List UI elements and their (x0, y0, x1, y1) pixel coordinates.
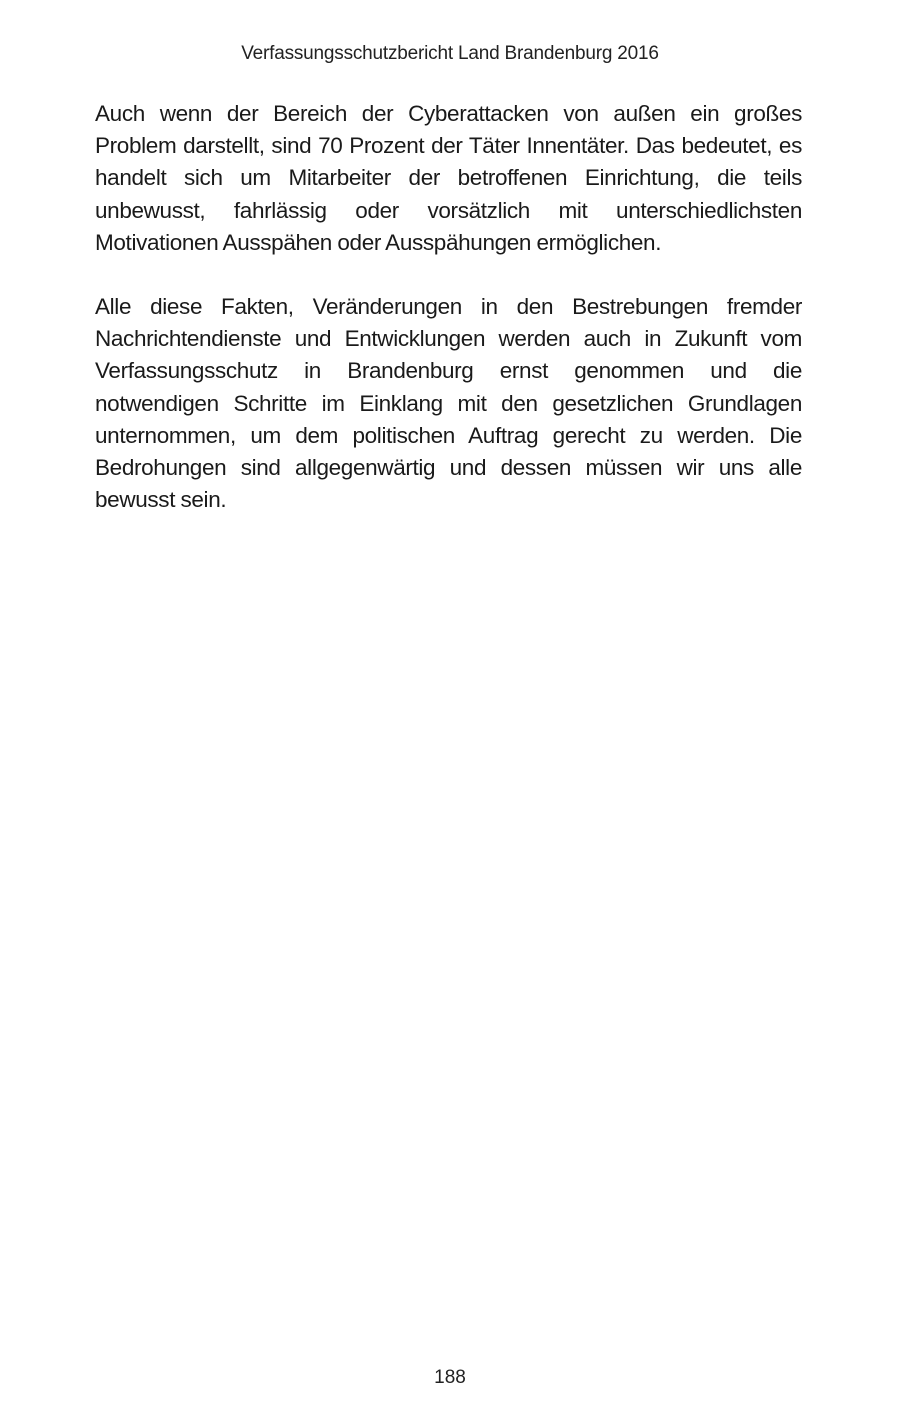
running-header: Verfassungsschutzbericht Land Brandenburg 2016 (241, 43, 659, 64)
paragraph-conclusion: Alle diese Fakten, Veränderungen in den Bestrebungen fremder Nachrichtendienste und Entwicklungen werden auch in Zukunft vom Verfassungsschutz in Brandenburg ernst genommen und die notwendigen Schritte im Einklang mit den gesetzlichen Grundlagen unternommen, um dem politischen Auftrag gerecht zu werden. Die Bedrohungen sind allgegenwärtig und dessen müssen wir uns alle bewusst sein. (95, 294, 802, 513)
page-number: 188 (434, 1367, 466, 1388)
paragraph-cyberattacks: Auch wenn der Bereich der Cyberattacken von außen ein großes Problem darstellt, sind 70 Prozent der Täter Innentäter. Das bedeutet, es handelt sich um Mitarbeiter der betroffenen Einrichtung, die teils unbewusst, fahrlässig oder vorsätzlich mit unterschiedlichsten Motivationen Ausspähen oder Ausspähungen ermöglichen. (95, 101, 802, 255)
body-text (95, 98, 802, 548)
